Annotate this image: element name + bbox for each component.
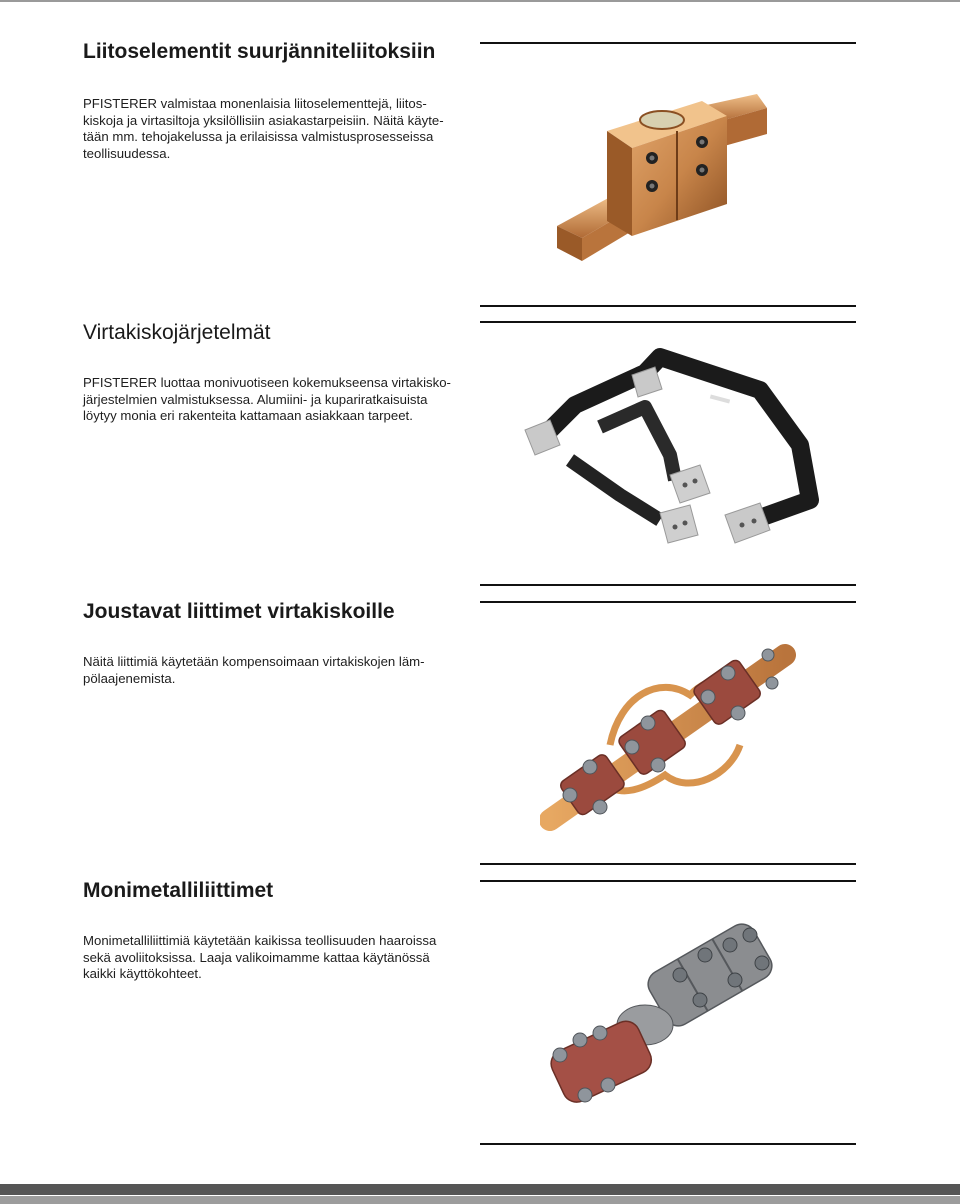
body-line: PFISTERER luottaa monivuotiseen kokemukseensa virtakisko- xyxy=(83,375,451,390)
top-border-line xyxy=(0,0,960,2)
section-title: Joustavat liittimet virtakiskoille xyxy=(83,600,395,623)
section-rule xyxy=(480,584,856,586)
section-title: Liitoselementit suurjänniteliitoksiin xyxy=(83,40,436,63)
busbar-assembly-image xyxy=(520,345,820,560)
section-title: Virtakiskojärjetelmät xyxy=(83,321,271,344)
section-rule xyxy=(480,42,856,44)
body-line: tään mm. tehojakelussa ja erilaisissa valmistusprosesseissa xyxy=(83,129,434,144)
section-body xyxy=(83,654,483,687)
body-line: järjestelmien valmistuksessa. Alumiini- ja kupariratkaisuista xyxy=(83,391,428,407)
section-body xyxy=(83,96,483,162)
body-line: pölaajenemista. xyxy=(83,670,176,686)
copper-connector-block-image xyxy=(552,86,782,271)
section-rule xyxy=(480,601,856,603)
body-line: PFISTERER valmistaa monenlaisia liitoselementtejä, liitos- xyxy=(83,96,427,111)
section-rule xyxy=(480,863,856,865)
section-title: Monimetalliliittimet xyxy=(83,879,274,902)
body-line: kiskoja ja virtasiltoja yksilöllisiin asiakastarpeisiin. Näitä käyte- xyxy=(83,112,444,128)
footer-bar xyxy=(0,1196,960,1204)
body-line: sekä avoliitoksissa. Laaja valikoimamme kattaa käytänössä xyxy=(83,949,430,965)
section-body xyxy=(83,375,483,425)
section-rule xyxy=(480,305,856,307)
body-line: kaikki käyttökohteet. xyxy=(83,966,202,981)
body-line: löytyy monia eri rakenteita kattamaan asiakkaan tarpeet. xyxy=(83,408,413,423)
section-rule xyxy=(480,321,856,323)
bimetal-connector-image xyxy=(540,915,800,1115)
flexible-connector-image xyxy=(540,635,800,835)
body-line: Näitä liittimiä käytetään kompensoimaan virtakiskojen läm- xyxy=(83,654,425,669)
body-line: teollisuudessa. xyxy=(83,145,171,161)
footer-bar xyxy=(0,1184,960,1195)
section-body xyxy=(83,933,483,983)
section-rule xyxy=(480,880,856,882)
section-rule xyxy=(480,1143,856,1145)
body-line: Monimetalliliittimiä käytetään kaikissa teollisuuden haaroissa xyxy=(83,933,437,948)
